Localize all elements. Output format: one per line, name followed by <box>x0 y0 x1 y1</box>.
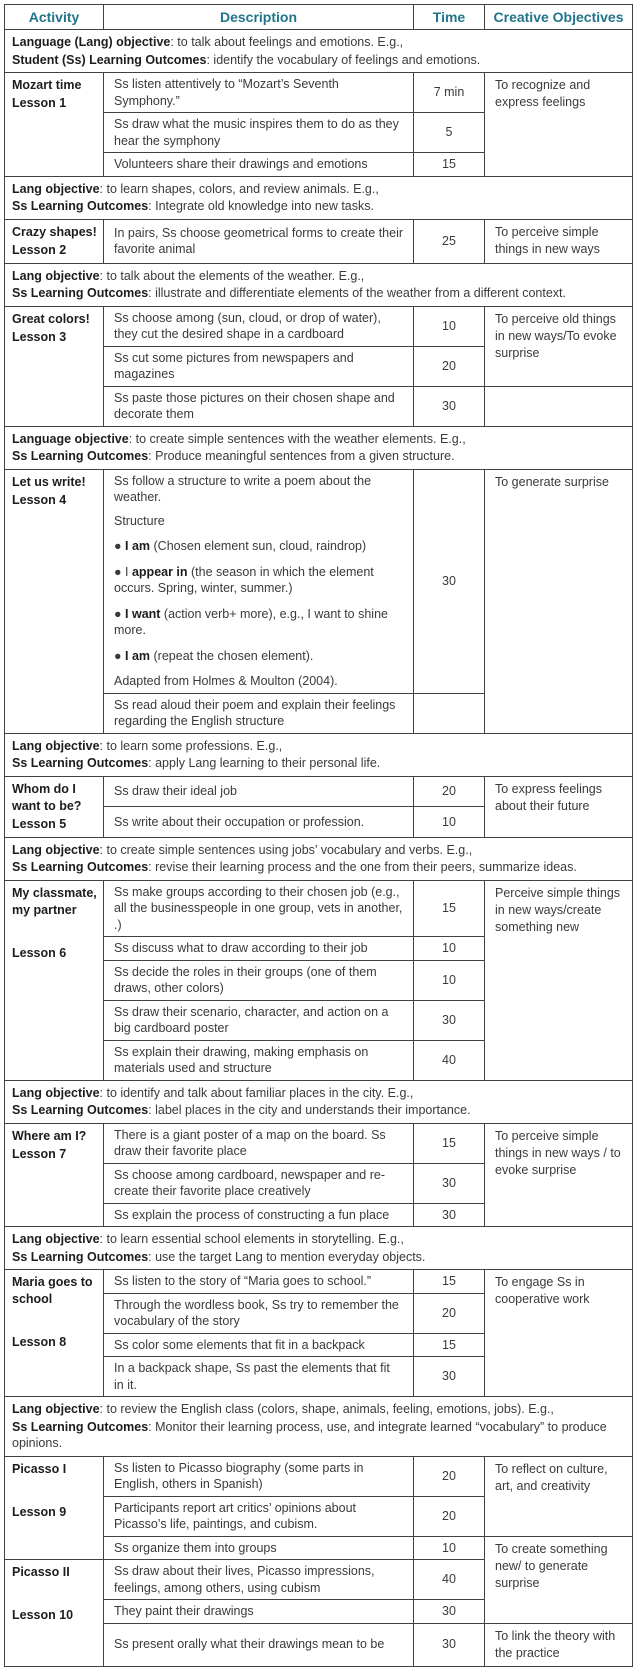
creative-cell: To perceive old things in new ways/To evoke surprise <box>485 306 633 386</box>
lesson-number: Lesson 6 <box>12 945 67 960</box>
lang-objective-line: Lang objective: to learn shapes, colors, and review animals. E.g., <box>12 181 379 196</box>
activity-cell <box>5 776 104 837</box>
description-cell: Ss make groups according to their chosen job (e.g., all the businesspeople in one group, vets in another, .) <box>104 880 414 937</box>
lesson-number: Lesson 9 <box>12 1504 67 1519</box>
learning-outcomes-line: Ss Learning Outcomes: apply Lang learning to their personal life. <box>12 756 381 770</box>
lesson-number: Lesson 2 <box>12 242 67 257</box>
time-cell: 5 <box>414 113 485 153</box>
table-row <box>5 469 633 693</box>
table-row <box>5 1270 633 1294</box>
lesson-number: Lesson 3 <box>12 329 67 344</box>
time-cell: 10 <box>414 807 485 838</box>
creative-cell: Perceive simple things in new ways/create something new <box>485 880 633 1080</box>
activity-cell <box>5 880 104 1080</box>
learning-outcomes-line: Ss Learning Outcomes: illustrate and differentiate elements of the weather from a different context. <box>12 286 566 300</box>
description-cell-poem <box>104 469 414 693</box>
poem-bullet: ● I appear in (the season in which the element occurs. Spring, winter, summer.) <box>114 564 374 595</box>
lang-objective-line: Lang objective: to learn some professions. E.g., <box>12 738 283 753</box>
lesson-number: Lesson 5 <box>12 816 67 831</box>
time-cell: 30 <box>414 469 485 693</box>
time-cell: 30 <box>414 1000 485 1040</box>
learning-outcomes-line: Ss Learning Outcomes: Produce meaningful sentences from a given structure. <box>12 449 455 463</box>
section-objective-row <box>5 426 633 469</box>
time-cell: 15 <box>414 153 485 177</box>
section-objective-row <box>5 1080 633 1123</box>
time-cell: 30 <box>414 1357 485 1397</box>
description-cell: Ss present orally what their drawings mean to be <box>104 1623 414 1666</box>
section-objective-row <box>5 176 633 219</box>
description-cell: Ss explain the process of constructing a fun place <box>104 1203 414 1227</box>
time-cell: 10 <box>414 306 485 346</box>
activity-cell <box>5 1123 104 1227</box>
lesson-title: Maria goes to school <box>12 1275 93 1306</box>
lesson-plan-table <box>4 4 633 1667</box>
description-cell: Ss cut some pictures from newspapers and magazines <box>104 346 414 386</box>
lesson-title: Picasso I <box>12 1461 67 1476</box>
description-cell: They paint their drawings <box>104 1600 414 1624</box>
time-cell: 30 <box>414 1163 485 1203</box>
objective-cell <box>5 426 633 469</box>
poem-bullet: ● I am (Chosen element sun, cloud, raindrop) <box>114 539 367 553</box>
lesson-title: Crazy shapes! <box>12 224 97 239</box>
time-cell: 10 <box>414 960 485 1000</box>
time-cell: 20 <box>414 1293 485 1333</box>
lang-objective-line: Language objective: to create simple sentences with the weather elements. E.g., <box>12 431 466 446</box>
poem-bullet: ● I am (repeat the chosen element). <box>114 648 314 663</box>
description-cell: Ss organize them into groups <box>104 1536 414 1560</box>
col-header-activity: Activity <box>5 5 104 30</box>
learning-outcomes-line: Ss Learning Outcomes: revise their learning process and the one from their peers, summarize ideas. <box>12 860 577 874</box>
description-cell: Ss explain their drawing, making emphasis on materials used and structure <box>104 1040 414 1080</box>
creative-cell: To create something new/ to generate surprise <box>485 1536 633 1623</box>
lesson-number: Lesson 1 <box>12 96 67 110</box>
lang-objective-line: Lang objective: to talk about the elements of the weather. E.g., <box>12 268 365 283</box>
learning-outcomes-line: Ss Learning Outcomes: use the target Lang to mention everyday objects. <box>12 1249 426 1264</box>
lang-objective-line: Lang objective: to learn essential school elements in storytelling. E.g., <box>12 1232 404 1246</box>
description-cell: In a backpack shape, Ss past the elements that fit in it. <box>104 1357 414 1397</box>
table-row <box>5 73 633 113</box>
section-objective-row <box>5 733 633 776</box>
description-cell: Ss draw about their lives, Picasso impressions, feelings, among others, using cubism <box>104 1560 414 1600</box>
learning-outcomes-line: Student (Ss) Learning Outcomes: identify the vocabulary of feelings and emotions. <box>12 52 481 67</box>
section-objective-row <box>5 837 633 880</box>
time-cell: 7 min <box>414 73 485 113</box>
activity-cell <box>5 219 104 263</box>
time-cell: 15 <box>414 1123 485 1163</box>
col-header-time: Time <box>414 5 485 30</box>
lesson-number: Lesson 4 <box>12 492 67 507</box>
time-cell: 15 <box>414 1270 485 1294</box>
poem-bullet: ● I want (action verb+ more), e.g., I want to shine more. <box>114 606 388 637</box>
creative-cell: To perceive simple things in new ways / to evoke surprise <box>485 1123 633 1227</box>
lesson-title: Picasso II <box>12 1565 70 1579</box>
description-cell: Ss draw what the music inspires them to do as they hear the symphony <box>104 113 414 153</box>
description-cell: Ss write about their occupation or profession. <box>104 807 414 838</box>
poem-structure-label: Structure <box>114 513 165 528</box>
section-objective-row <box>5 1397 633 1457</box>
poem-intro: Ss follow a structure to write a poem about the weather. <box>114 473 372 504</box>
table-row <box>5 880 633 937</box>
lang-objective-line: Language (Lang) objective: to talk about feelings and emotions. E.g., <box>12 35 404 49</box>
col-header-description: Description <box>104 5 414 30</box>
objective-cell <box>5 30 633 73</box>
creative-cell: To perceive simple things in new ways <box>485 219 633 263</box>
time-cell: 30 <box>414 1203 485 1227</box>
lesson-title: Great colors! <box>12 311 90 326</box>
time-cell: 10 <box>414 937 485 961</box>
description-cell: Ss read aloud their poem and explain their feelings regarding the English structure <box>104 693 414 733</box>
section-objective-row <box>5 1227 633 1270</box>
time-cell-empty <box>414 693 485 733</box>
objective-cell <box>5 837 633 880</box>
lesson-title: My classmate, my partner <box>12 885 97 917</box>
lesson-title: Mozart time <box>12 78 82 92</box>
objective-cell <box>5 176 633 219</box>
lang-objective-line: Lang objective: to create simple sentences using jobs’ vocabulary and verbs. E.g., <box>12 842 473 857</box>
section-objective-row <box>5 30 633 73</box>
objective-cell <box>5 733 633 776</box>
time-cell: 20 <box>414 1456 485 1496</box>
poem-footer: Adapted from Holmes & Moulton (2004). <box>114 674 338 688</box>
description-cell: Ss listen to the story of “Maria goes to school.” <box>104 1270 414 1294</box>
table-row <box>5 306 633 346</box>
lesson-number: Lesson 7 <box>12 1146 67 1161</box>
description-cell: In pairs, Ss choose geometrical forms to create their favorite animal <box>104 219 414 263</box>
learning-outcomes-line: Ss Learning Outcomes: Integrate old knowledge into new tasks. <box>12 199 374 213</box>
lesson-title: Let us write! <box>12 474 86 489</box>
description-cell: Participants report art critics’ opinions about Picasso’s life, paintings, and cubism. <box>104 1496 414 1536</box>
time-cell: 40 <box>414 1560 485 1600</box>
activity-cell <box>5 1456 104 1560</box>
creative-cell: To generate surprise <box>485 469 633 733</box>
description-cell: There is a giant poster of a map on the board. Ss draw their favorite place <box>104 1123 414 1163</box>
table-row <box>5 1456 633 1496</box>
description-cell: Ss draw their scenario, character, and action on a big cardboard poster <box>104 1000 414 1040</box>
activity-cell <box>5 1270 104 1397</box>
time-cell: 20 <box>414 1496 485 1536</box>
creative-cell: To link the theory with the practice <box>485 1623 633 1666</box>
description-cell: Ss listen attentively to “Mozart’s Seventh Symphony.” <box>104 73 414 113</box>
description-cell: Ss choose among cardboard, newspaper and re-create their favorite place creatively <box>104 1163 414 1203</box>
lang-objective-line: Lang objective: to review the English class (colors, shape, animals, feeling, emotions, jobs). E.g., <box>12 1402 554 1416</box>
time-cell: 30 <box>414 386 485 426</box>
description-cell: Ss paste those pictures on their chosen shape and decorate them <box>104 386 414 426</box>
lesson-number: Lesson 8 <box>12 1335 67 1349</box>
description-cell: Ss color some elements that fit in a backpack <box>104 1333 414 1357</box>
time-cell: 25 <box>414 219 485 263</box>
learning-outcomes-line: Ss Learning Outcomes: label places in the city and understands their importance. <box>12 1103 471 1117</box>
creative-cell: To recognize and express feelings <box>485 73 633 177</box>
description-cell: Ss decide the roles in their groups (one of them draws, other colors) <box>104 960 414 1000</box>
time-cell: 30 <box>414 1623 485 1666</box>
creative-cell: To express feelings about their future <box>485 776 633 837</box>
time-cell: 15 <box>414 880 485 937</box>
activity-cell <box>5 73 104 177</box>
time-cell: 30 <box>414 1600 485 1624</box>
table-row <box>5 219 633 263</box>
learning-outcomes-line: Ss Learning Outcomes: Monitor their learning process, use, and integrate learned “vocabulary” to produce opinions. <box>12 1419 607 1450</box>
header-row <box>5 5 633 30</box>
creative-cell-empty <box>485 386 633 426</box>
objective-cell <box>5 1227 633 1270</box>
time-cell: 20 <box>414 776 485 807</box>
activity-cell <box>5 306 104 426</box>
col-header-creative-objectives: Creative Objectives <box>485 5 633 30</box>
description-cell: Ss listen to Picasso biography (some parts in English, others in Spanish) <box>104 1456 414 1496</box>
creative-cell: To reflect on culture, art, and creativity <box>485 1456 633 1536</box>
objective-cell <box>5 263 633 306</box>
time-cell: 10 <box>414 1536 485 1560</box>
description-cell: Volunteers share their drawings and emotions <box>104 153 414 177</box>
activity-cell <box>5 469 104 733</box>
table-row <box>5 776 633 807</box>
description-cell: Through the wordless book, Ss try to remember the vocabulary of the story <box>104 1293 414 1333</box>
description-cell: Ss discuss what to draw according to their job <box>104 937 414 961</box>
table-row <box>5 1123 633 1163</box>
time-cell: 15 <box>414 1333 485 1357</box>
lesson-title: Whom do I want to be? <box>12 781 82 813</box>
creative-cell: To engage Ss in cooperative work <box>485 1270 633 1397</box>
activity-cell <box>5 1560 104 1667</box>
objective-cell <box>5 1397 633 1457</box>
lesson-title: Where am I? <box>12 1128 87 1143</box>
description-cell: Ss draw their ideal job <box>104 776 414 807</box>
lesson-number: Lesson 10 <box>12 1608 74 1622</box>
description-cell: Ss choose among (sun, cloud, or drop of water), they cut the desired shape in a cardboard <box>104 306 414 346</box>
objective-cell <box>5 1080 633 1123</box>
lang-objective-line: Lang objective: to identify and talk about familiar places in the city. E.g., <box>12 1085 414 1100</box>
time-cell: 40 <box>414 1040 485 1080</box>
section-objective-row <box>5 263 633 306</box>
time-cell: 20 <box>414 346 485 386</box>
